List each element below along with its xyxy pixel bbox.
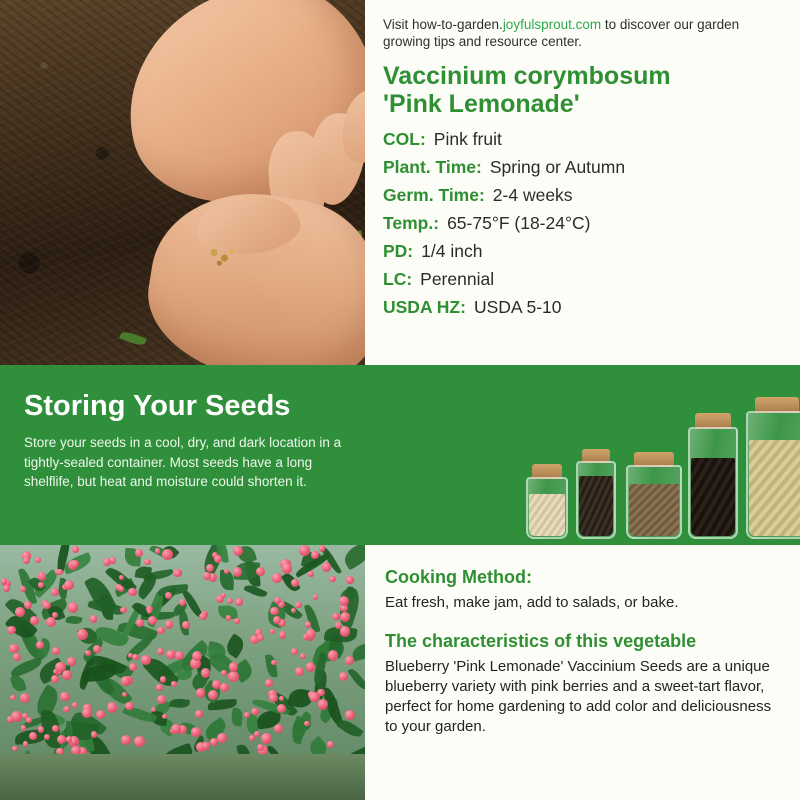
seeds-in-hand xyxy=(208,246,238,268)
pink-berry xyxy=(128,588,136,596)
pink-berry xyxy=(60,692,69,701)
pink-berry xyxy=(157,695,166,704)
pink-berry xyxy=(339,672,349,682)
pink-berry xyxy=(175,651,184,660)
pink-berry xyxy=(270,629,275,634)
leaf xyxy=(66,615,83,626)
pink-berry xyxy=(234,618,240,624)
pink-berry xyxy=(134,736,145,747)
pink-berry xyxy=(304,721,310,727)
pink-berry xyxy=(279,631,287,639)
pink-berry xyxy=(256,567,265,576)
pink-berry xyxy=(51,675,59,683)
pink-berry xyxy=(90,615,97,622)
pink-berry xyxy=(295,667,304,676)
pink-berry xyxy=(217,733,227,743)
pink-berry xyxy=(171,724,181,734)
leaf xyxy=(169,698,190,709)
spec-value: Pink fruit xyxy=(433,128,502,149)
pink-berry xyxy=(201,668,210,677)
pink-berry xyxy=(151,707,156,712)
pink-berry xyxy=(279,696,284,701)
jar-seed-fill xyxy=(629,484,679,536)
leaf xyxy=(340,545,365,570)
pink-berry xyxy=(24,601,33,610)
pink-berry xyxy=(38,726,45,733)
pink-berry xyxy=(11,711,22,722)
pink-berry xyxy=(277,704,286,713)
pink-berry xyxy=(282,563,292,573)
cooking-method-body: Eat fresh, make jam, add to salads, or bake. xyxy=(385,594,679,611)
bottom-section xyxy=(0,545,800,800)
pink-berry xyxy=(13,653,22,662)
spec-value: 2-4 weeks xyxy=(492,184,573,205)
pink-berry xyxy=(269,694,277,702)
pink-berry xyxy=(85,650,91,656)
pink-berry xyxy=(171,681,177,687)
pink-berry xyxy=(332,613,340,621)
pink-berry xyxy=(195,710,203,718)
pink-berry xyxy=(227,598,233,604)
pink-berry xyxy=(300,653,306,659)
pink-berry xyxy=(339,596,349,606)
pink-berry xyxy=(274,724,283,733)
pink-berry xyxy=(148,616,157,625)
pink-berry xyxy=(295,602,301,608)
leaf xyxy=(223,633,247,658)
cultivar-name: 'Pink Lemonade' xyxy=(383,90,580,119)
pink-berry xyxy=(254,731,260,737)
pink-berry xyxy=(156,684,163,691)
spec-value: Perennial xyxy=(420,268,495,289)
pink-berry xyxy=(121,735,131,745)
spec-row-life-cycle xyxy=(383,269,782,290)
spec-row-planting-depth xyxy=(383,241,782,262)
pink-berry xyxy=(244,712,250,718)
pink-berry xyxy=(125,702,134,711)
cooking-method-heading: Cooking Method: xyxy=(385,567,532,587)
pink-berry xyxy=(38,582,43,587)
pink-berry xyxy=(23,557,30,564)
pink-berry xyxy=(162,714,167,719)
pink-berry xyxy=(30,616,39,625)
seed-jar xyxy=(746,411,800,539)
pink-berry xyxy=(272,573,282,583)
pink-berry xyxy=(173,569,182,578)
pink-berry xyxy=(57,569,63,575)
pink-berry xyxy=(311,551,319,559)
seed-jar xyxy=(576,461,616,539)
pink-berry xyxy=(77,629,88,640)
storing-seeds-text xyxy=(0,365,430,545)
spec-value: 65-75°F (18-24°C) xyxy=(447,212,591,233)
pink-berry xyxy=(135,549,143,557)
botanical-name: Vaccinium corymbosum xyxy=(383,61,671,90)
pink-berry xyxy=(35,557,42,564)
pink-berry xyxy=(72,546,79,553)
pink-berry xyxy=(157,648,164,655)
pink-berry xyxy=(46,617,56,627)
pink-berry xyxy=(202,742,210,750)
visit-suffix-text: to discover our garden growing tips and resource center. xyxy=(383,17,740,50)
pink-berry xyxy=(257,634,264,641)
leaf xyxy=(347,667,365,692)
pink-berry xyxy=(291,648,298,655)
storing-seeds-title: Storing Your Seeds xyxy=(24,390,291,422)
pink-berry xyxy=(147,609,152,614)
pink-berry xyxy=(52,647,60,655)
pink-berry xyxy=(329,576,335,582)
pink-berry xyxy=(251,708,259,716)
pink-berry xyxy=(206,564,214,572)
seed-jar xyxy=(626,465,682,539)
ground-strip xyxy=(0,754,365,800)
pink-berry xyxy=(71,560,79,568)
pink-berry xyxy=(306,629,316,639)
pink-berry xyxy=(9,644,18,653)
pink-berry xyxy=(1,578,8,585)
pink-berry xyxy=(10,695,15,700)
pink-berry xyxy=(119,586,124,591)
pink-berry xyxy=(228,671,239,682)
pink-berry xyxy=(235,598,243,606)
pink-berry xyxy=(12,746,17,751)
pink-berry xyxy=(7,626,15,634)
pink-berry xyxy=(327,741,334,748)
pink-berry xyxy=(318,699,328,709)
pink-berry xyxy=(141,655,151,665)
pink-berry xyxy=(132,654,139,661)
spec-label: LC: xyxy=(383,268,413,289)
website-link[interactable]: joyfulsprout.com xyxy=(502,17,602,32)
spec-row-germination-time xyxy=(383,185,782,206)
pink-berry xyxy=(26,717,32,723)
pink-berry xyxy=(157,627,165,635)
seed-jar xyxy=(526,477,568,539)
pink-berry xyxy=(20,693,30,703)
seed-jars-illustration xyxy=(430,365,800,545)
pink-berry xyxy=(221,593,226,598)
spec-label: PD: xyxy=(383,240,414,261)
pink-berry xyxy=(214,555,222,563)
pink-berry xyxy=(64,580,74,590)
pink-berry xyxy=(196,688,205,697)
pink-berry xyxy=(306,662,315,671)
pink-berry xyxy=(308,571,313,576)
pink-berry xyxy=(345,656,354,665)
pink-berry xyxy=(226,615,232,621)
pink-berry xyxy=(265,679,273,687)
pink-berry xyxy=(165,620,174,629)
spec-row-planting-time xyxy=(383,157,782,178)
hands-sowing-seeds-photo xyxy=(0,0,365,365)
pink-berry xyxy=(191,727,201,737)
pink-berry xyxy=(128,653,133,658)
spec-list xyxy=(383,129,782,318)
pink-berry xyxy=(23,741,28,746)
jar-seed-fill xyxy=(749,440,800,536)
spec-label: Plant. Time: xyxy=(383,156,482,177)
section-spacer xyxy=(385,613,780,631)
spec-value: Spring or Autumn xyxy=(489,156,626,177)
pink-berry xyxy=(52,725,59,732)
pink-berry xyxy=(68,602,78,612)
pink-berry xyxy=(273,616,281,624)
pink-berry xyxy=(182,621,190,629)
description-panel xyxy=(365,545,800,800)
jar-seed-fill xyxy=(579,476,613,536)
pink-berry xyxy=(51,588,59,596)
pink-berry xyxy=(224,569,229,574)
visit-prefix-text: Visit how-to-garden. xyxy=(383,17,503,32)
pink-berry xyxy=(210,738,218,746)
pink-berry xyxy=(121,676,131,686)
pink-berry xyxy=(340,626,351,637)
pink-berry xyxy=(129,663,137,671)
pink-berry xyxy=(120,607,127,614)
pink-berry xyxy=(261,733,272,744)
pink-berry xyxy=(319,545,325,551)
plant-info-panel xyxy=(365,0,800,365)
pink-berry xyxy=(220,683,229,692)
pink-berry xyxy=(119,575,124,580)
pink-berry xyxy=(103,558,111,566)
leaf xyxy=(10,674,27,693)
pink-berry xyxy=(162,549,173,560)
pink-berry xyxy=(199,613,206,620)
jar-seed-fill xyxy=(529,494,565,536)
pink-berry xyxy=(72,702,78,708)
pink-berry xyxy=(144,559,150,565)
visit-website-line xyxy=(383,16,782,51)
spec-label: Temp.: xyxy=(383,212,440,233)
pink-berry xyxy=(221,670,227,676)
pink-berry xyxy=(62,670,73,681)
spec-row-col xyxy=(383,129,782,150)
pink-berry xyxy=(38,572,47,581)
pink-berry xyxy=(313,594,319,600)
spec-row-temperature xyxy=(383,213,782,234)
pink-blueberry-bush-photo xyxy=(0,545,365,800)
spec-value: 1/4 inch xyxy=(421,240,483,261)
pink-berry xyxy=(43,602,51,610)
spec-row-usda-hardiness-zone xyxy=(383,297,782,318)
jar-seed-fill xyxy=(691,458,735,536)
characteristics-heading: The characteristics of this vegetable xyxy=(385,630,697,651)
pink-berry xyxy=(322,562,332,572)
spec-label: Germ. Time: xyxy=(383,184,485,205)
pink-berry xyxy=(36,641,44,649)
pink-berry xyxy=(346,576,354,584)
spec-label: USDA HZ: xyxy=(383,296,466,317)
pink-berry xyxy=(21,725,26,730)
pink-berry xyxy=(179,599,186,606)
pink-berry xyxy=(29,732,37,740)
pink-berry xyxy=(328,650,339,661)
storing-seeds-body: Store your seeds in a cool, dry, and dark location in a tightly-sealed container. Most seeds have a long shelflife, but heat and moisture could shorten it. xyxy=(24,435,342,489)
pink-berry xyxy=(96,710,105,719)
pink-berry xyxy=(291,579,299,587)
leaf xyxy=(265,654,278,678)
pink-berry xyxy=(107,702,118,713)
pink-berry xyxy=(64,706,70,712)
spec-label: COL: xyxy=(383,128,426,149)
pink-berry xyxy=(233,567,243,577)
pink-berry xyxy=(91,731,98,738)
pink-berry xyxy=(271,660,277,666)
pink-berry xyxy=(93,645,101,653)
leaf xyxy=(230,707,243,726)
pink-berry xyxy=(309,692,319,702)
pink-berry xyxy=(305,621,311,627)
seed-jar xyxy=(688,427,738,539)
pink-berry xyxy=(15,607,25,617)
storing-seeds-band xyxy=(0,365,800,545)
pink-berry xyxy=(345,710,355,720)
characteristics-body: Blueberry 'Pink Lemonade' Vaccinium Seeds are a unique blueberry variety with pink berries and a sweet-tart flavor, perfect for home gardening to add color and deliciousness to your garden. xyxy=(385,657,772,735)
pink-berry xyxy=(160,676,166,682)
pink-berry xyxy=(67,657,76,666)
spec-value: USDA 5-10 xyxy=(473,296,562,317)
pink-berry xyxy=(270,607,279,616)
pink-berry xyxy=(340,612,350,622)
pink-berry xyxy=(3,585,10,592)
pink-berry xyxy=(155,548,161,554)
top-section xyxy=(0,0,800,365)
